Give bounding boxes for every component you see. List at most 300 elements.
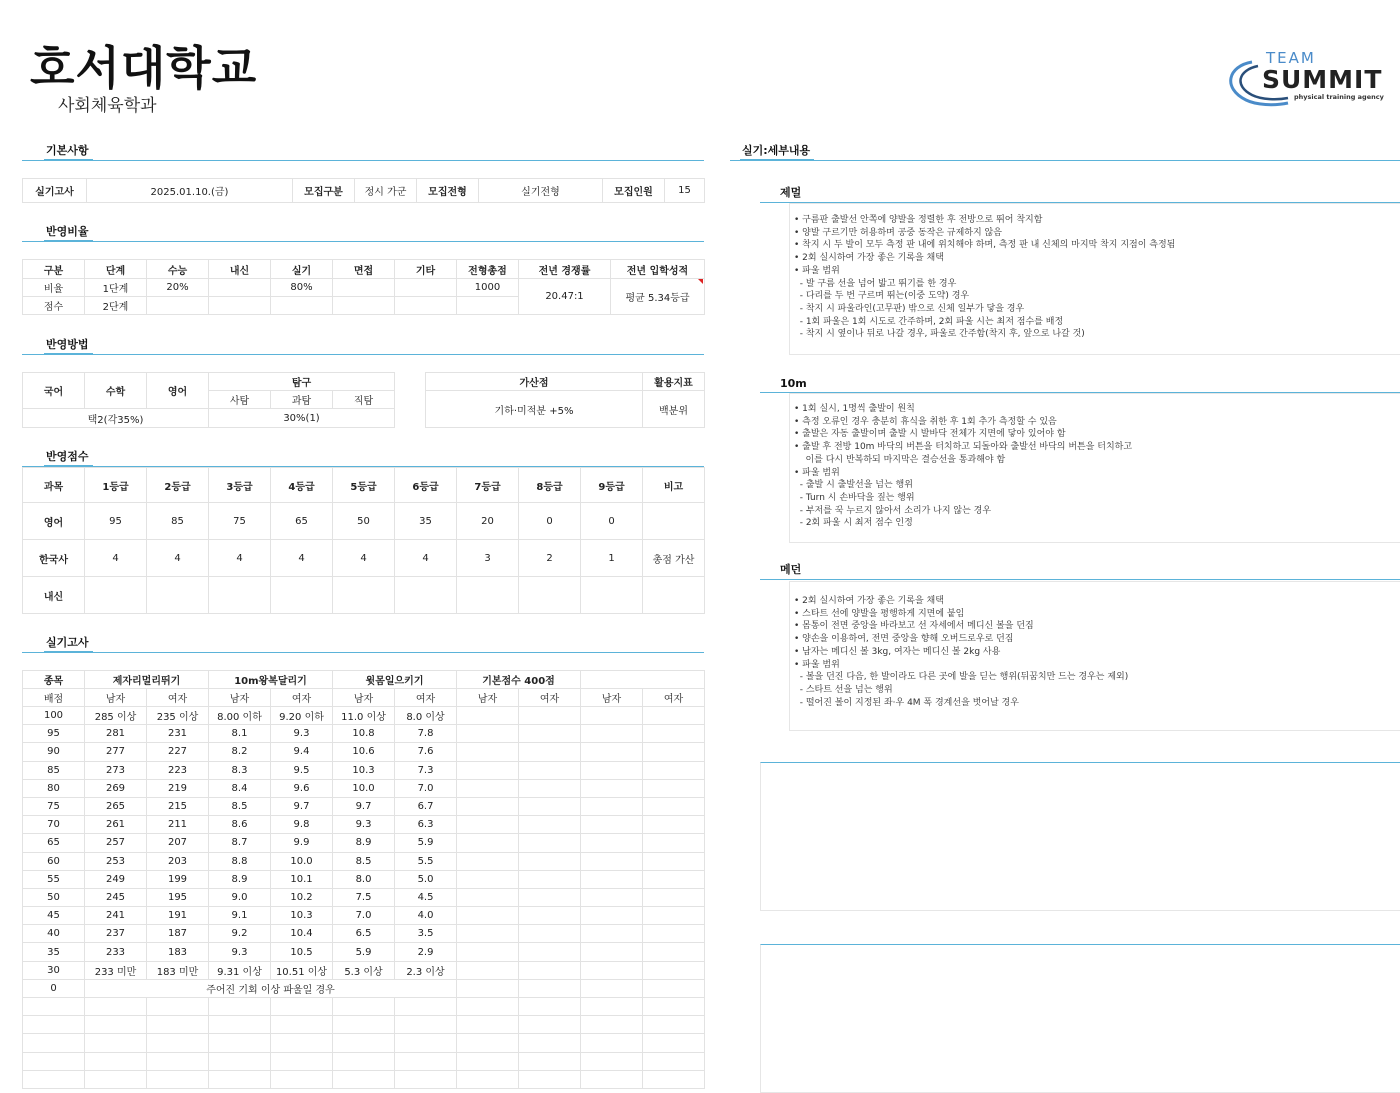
score-cell: 0 (519, 503, 581, 540)
practical-cell: 281 (85, 725, 147, 743)
practical-cell: 85 (23, 761, 85, 779)
practical-cell: 10.8 (333, 725, 395, 743)
practical-cell: 9.0 (209, 888, 271, 906)
practical-cell: 7.3 (395, 761, 457, 779)
ratio-header-cell: 실기 (271, 260, 333, 279)
empty-cell (271, 998, 333, 1016)
empty-cell (643, 998, 705, 1016)
gender-cell: 남자 (85, 689, 147, 707)
detail-list-item: - 착지 시 파울라인(고무판) 밖으로 신체 일부가 닿을 경우 (794, 303, 1025, 314)
method-english-header: 영어 (147, 373, 209, 409)
practical-cell: 11.0 이상 (333, 707, 395, 725)
logo-team-text: TEAM (1266, 49, 1316, 67)
empty-cell (519, 1034, 581, 1052)
practical-cell: 10.5 (271, 943, 333, 961)
index-header: 활용지표 (643, 373, 705, 391)
practical-cell: 9.3 (333, 816, 395, 834)
practical-cell: 95 (23, 725, 85, 743)
table-row (23, 1016, 705, 1034)
practical-cell: 10.3 (271, 907, 333, 925)
table-row (23, 888, 705, 906)
detail-list-item: • 파울 범위 (794, 265, 840, 276)
detail-box-10m (789, 393, 1400, 543)
table-row (23, 925, 705, 943)
ratio-cell: 비율 (23, 279, 85, 297)
practical-cell: 191 (147, 907, 209, 925)
empty-cell (457, 888, 519, 906)
score-cell: 총점 가산 (643, 540, 705, 577)
score-table (22, 467, 705, 614)
practical-cell: 9.4 (271, 743, 333, 761)
practical-cell: 6.3 (395, 816, 457, 834)
empty-cell (85, 1070, 147, 1088)
section-score-label: 반영점수 (44, 448, 93, 467)
practical-cell: 9.8 (271, 816, 333, 834)
score-cell: 85 (147, 503, 209, 540)
score-header-cell: 4등급 (271, 468, 333, 503)
method-math-header: 수학 (85, 373, 147, 409)
table-row (23, 1034, 705, 1052)
practical-cell: 80 (23, 779, 85, 797)
detail-list-item: - 볼을 던진 다음, 한 발이라도 다른 곳에 발을 딛는 행위(뒤꿈치만 드는 경우는 제외) (794, 672, 1129, 683)
empty-cell (209, 1016, 271, 1034)
practical-cell: 2.3 이상 (395, 961, 457, 979)
empty-cell (643, 743, 705, 761)
empty-cell (581, 907, 643, 925)
practical-cell: 8.5 (209, 797, 271, 815)
section-detail (730, 130, 1400, 161)
gender-cell: 여자 (395, 689, 457, 707)
empty-cell (519, 1016, 581, 1034)
empty-cell (581, 816, 643, 834)
practical-cell: 7.0 (333, 907, 395, 925)
empty-cell (643, 707, 705, 725)
empty-cell (457, 816, 519, 834)
empty-cell (23, 1052, 85, 1070)
empty-cell (581, 1070, 643, 1088)
practical-cell: 8.3 (209, 761, 271, 779)
ratio-cell: 점수 (23, 297, 85, 315)
ratio-cell (395, 279, 457, 297)
gender-cell: 남자 (457, 689, 519, 707)
empty-cell (271, 1070, 333, 1088)
empty-cell (581, 1052, 643, 1070)
score-header-cell: 6등급 (395, 468, 457, 503)
ratio-cell (333, 279, 395, 297)
practical-cell: 9.1 (209, 907, 271, 925)
practical-cell: 9.3 (271, 725, 333, 743)
table-row (23, 725, 705, 743)
score-cell (147, 577, 209, 614)
ratio-header-cell: 내신 (209, 260, 271, 279)
detail-list-item: 이를 다시 반복하되 마지막은 결승선을 통과해야 함 (794, 454, 1006, 465)
empty-cell (519, 998, 581, 1016)
empty-cell (581, 1034, 643, 1052)
practical-cell: 5.5 (395, 852, 457, 870)
score-cell (209, 577, 271, 614)
empty-cell (333, 998, 395, 1016)
empty-cell (395, 1034, 457, 1052)
practical-cell: 237 (85, 925, 147, 943)
practical-cell: 8.5 (333, 852, 395, 870)
ratio-cell (271, 297, 333, 315)
empty-cell (457, 1070, 519, 1088)
empty-cell (519, 943, 581, 961)
empty-cell (519, 870, 581, 888)
table-row (23, 834, 705, 852)
practical-cell: 8.0 (333, 870, 395, 888)
detail-list-item: • 착지 시 두 발이 모두 측정 판 내에 위치해야 하며, 측정 판 내 신체의 마지막 착지 지점이 측정됨 (794, 240, 1176, 251)
event-name-cell: 기본점수 400점 (457, 671, 581, 689)
practical-cell: 6.7 (395, 797, 457, 815)
empty-cell (643, 1052, 705, 1070)
gender-cell: 여자 (271, 689, 333, 707)
empty-cell (581, 725, 643, 743)
recruit-type-label: 모집구분 (293, 179, 355, 203)
practical-cell: 10.2 (271, 888, 333, 906)
score-cell: 4 (209, 540, 271, 577)
table-row (23, 943, 705, 961)
detail-list-item: - 착지 시 옆이나 뒤로 나갈 경우, 파울로 간주함(착지 후, 앞으로 나갈 것) (794, 329, 1085, 340)
empty-cell (643, 961, 705, 979)
practical-cell: 211 (147, 816, 209, 834)
empty-cell (457, 961, 519, 979)
score-cell: 2 (519, 540, 581, 577)
table-row (23, 743, 705, 761)
empty-cell (457, 797, 519, 815)
ratio-header-cell: 기타 (395, 260, 457, 279)
table-row (23, 870, 705, 888)
practical-cell: 10.6 (333, 743, 395, 761)
empty-cell (643, 1034, 705, 1052)
practical-cell: 8.0 이상 (395, 707, 457, 725)
practical-cell: 10.4 (271, 925, 333, 943)
empty-cell (519, 725, 581, 743)
detail-list-item: • 2회 실시하여 가장 좋은 기록을 채택 (794, 596, 944, 606)
practical-cell: 0 (23, 979, 85, 997)
empty-cell (457, 743, 519, 761)
table-row (23, 779, 705, 797)
practical-cell: 8.9 (333, 834, 395, 852)
score-cell (457, 577, 519, 614)
practical-cell: 8.2 (209, 743, 271, 761)
score-header-cell: 8등급 (519, 468, 581, 503)
practical-cell: 8.8 (209, 852, 271, 870)
empty-cell (457, 779, 519, 797)
detail-list-item: • 1회 실시, 1명씩 출발이 원칙 (794, 404, 915, 414)
detail-list-item: - 스타트 선을 넘는 행위 (794, 684, 893, 695)
empty-cell (581, 743, 643, 761)
empty-cell (395, 998, 457, 1016)
practical-cell: 273 (85, 761, 147, 779)
empty-cell (643, 943, 705, 961)
ratio-cell (333, 297, 395, 315)
detail-list-item: • 남자는 메디신 볼 3kg, 여자는 메디신 볼 2kg 사용 (794, 646, 1001, 657)
bonus-value: 기하·미적분 +5% (426, 391, 643, 428)
empty-cell (209, 1052, 271, 1070)
score-header-cell: 9등급 (581, 468, 643, 503)
empty-cell (519, 1052, 581, 1070)
empty-cell (643, 907, 705, 925)
ratio-cell (457, 297, 519, 315)
practical-cell: 7.8 (395, 725, 457, 743)
practical-cell: 4.0 (395, 907, 457, 925)
practical-cell: 257 (85, 834, 147, 852)
empty-cell (643, 1016, 705, 1034)
table-row (23, 816, 705, 834)
table-row (23, 761, 705, 779)
practical-cell: 245 (85, 888, 147, 906)
score-cell: 0 (581, 503, 643, 540)
empty-cell (519, 1070, 581, 1088)
empty-cell (147, 1034, 209, 1052)
bonus-header: 가산점 (426, 373, 643, 391)
empty-cell (519, 907, 581, 925)
score-cell (85, 577, 147, 614)
detail-list-item: • 스타트 선에 양발을 평행하게 지면에 붙임 (794, 608, 965, 619)
section-ratio-label: 반영비율 (44, 223, 93, 242)
logo-tagline-text: physical training agency (1294, 93, 1384, 101)
gender-cell: 여자 (519, 689, 581, 707)
empty-cell (581, 761, 643, 779)
score-cell (395, 577, 457, 614)
empty-cell (147, 1016, 209, 1034)
practical-cell: 100 (23, 707, 85, 725)
practical-cell: 223 (147, 761, 209, 779)
practical-cell: 5.9 (395, 834, 457, 852)
empty-cell (457, 943, 519, 961)
score-cell (333, 577, 395, 614)
practical-score-table (22, 670, 705, 1089)
team-summit-logo (1222, 48, 1400, 112)
ratio-cell: 1000 (457, 279, 519, 297)
practical-cell: 235 이상 (147, 707, 209, 725)
section-detail-label: 실기:세부내용 (740, 142, 814, 161)
practical-cell: 9.9 (271, 834, 333, 852)
exam-date-value: 2025.01.10.(금) (87, 179, 293, 203)
empty-cell (643, 834, 705, 852)
empty-cell (23, 1016, 85, 1034)
empty-cell (457, 707, 519, 725)
practical-cell: 10.0 (333, 779, 395, 797)
ratio-cell (147, 297, 209, 315)
empty-cell (333, 1070, 395, 1088)
detail-list-item: • 2회 실시하여 가장 좋은 기록을 채택 (794, 253, 944, 264)
practical-cell: 10.3 (333, 761, 395, 779)
ratio-cell (395, 297, 457, 315)
empty-cell (395, 1016, 457, 1034)
table-row (23, 1052, 705, 1070)
section-basic-label: 기본사항 (44, 142, 93, 161)
section-ratio (22, 211, 704, 242)
score-cell: 35 (395, 503, 457, 540)
bonus-table (425, 372, 705, 428)
empty-cell (581, 797, 643, 815)
practical-cell: 8.1 (209, 725, 271, 743)
practical-cell: 5.0 (395, 870, 457, 888)
practical-cell: 9.2 (209, 925, 271, 943)
prev-competition-value: 20.47:1 (519, 279, 611, 315)
empty-cell (643, 1070, 705, 1088)
empty-cell (643, 725, 705, 743)
score-cell: 20 (457, 503, 519, 540)
table-row (23, 577, 705, 614)
table-row (23, 797, 705, 815)
recruit-count-value: 15 (665, 179, 705, 203)
score-cell: 4 (333, 540, 395, 577)
practical-cell: 187 (147, 925, 209, 943)
detail-title: 메던 (780, 563, 802, 576)
empty-cell (581, 979, 643, 997)
detail-list-item: • 출발은 자동 출발이며 출발 시 발바닥 전체가 지면에 닿아 있어야 함 (794, 429, 1066, 440)
practical-cell: 253 (85, 852, 147, 870)
section-score (22, 436, 704, 467)
practical-cell: 7.0 (395, 779, 457, 797)
empty-detail-box (760, 944, 1400, 1093)
comment-marker-icon (698, 279, 703, 284)
detail-header-medicine (760, 557, 1400, 580)
practical-cell: 10.1 (271, 870, 333, 888)
practical-cell: 40 (23, 925, 85, 943)
score-header-cell: 1등급 (85, 468, 147, 503)
practical-cell: 233 (85, 943, 147, 961)
practical-cell: 9.5 (271, 761, 333, 779)
ratio-cell (209, 297, 271, 315)
empty-cell (23, 1034, 85, 1052)
table-row (23, 503, 705, 540)
empty-cell (457, 1016, 519, 1034)
practical-cell: 30 (23, 961, 85, 979)
method-rule-core: 택2(각35%) (23, 409, 209, 428)
empty-cell (457, 852, 519, 870)
ratio-header-cell: 전형총점 (457, 260, 519, 279)
score-cell: 65 (271, 503, 333, 540)
detail-list-item: - 발 구름 선을 넘어 밟고 뛰기를 한 경우 (794, 278, 957, 289)
section-basic (22, 130, 704, 161)
event-name-cell: 10m왕복달리기 (209, 671, 333, 689)
empty-cell (457, 979, 519, 997)
empty-cell (581, 852, 643, 870)
ratio-cell (209, 279, 271, 297)
empty-cell (23, 1070, 85, 1088)
section-practical (22, 622, 704, 653)
empty-cell (519, 979, 581, 997)
practical-cell: 183 (147, 943, 209, 961)
detail-list-item: - 떨어진 볼이 지정된 좌·우 4M 폭 경계선을 벗어날 경우 (794, 697, 1019, 708)
gender-cell: 여자 (147, 689, 209, 707)
exam-date-label: 실기고사 (23, 179, 87, 203)
empty-cell (643, 779, 705, 797)
recruit-type-value: 정시 가군 (355, 179, 417, 203)
empty-cell (271, 1052, 333, 1070)
detail-list-item: • 출발 후 전방 10m 바닥의 버튼을 터치하고 되돌아와 출발선 바닥의 버튼을 터치하고 (794, 442, 1133, 453)
recruit-count-label: 모집인원 (603, 179, 665, 203)
detail-header-jump (760, 180, 1400, 203)
practical-cell: 4.5 (395, 888, 457, 906)
empty-cell (519, 761, 581, 779)
score-cell: 4 (147, 540, 209, 577)
empty-cell (581, 961, 643, 979)
practical-cell: 9.3 (209, 943, 271, 961)
table-row (23, 979, 705, 997)
method-science-header: 과탐 (271, 391, 333, 409)
practical-cell: 231 (147, 725, 209, 743)
detail-header-10m (760, 370, 1400, 393)
empty-cell (581, 870, 643, 888)
empty-cell (643, 925, 705, 943)
detail-list-item: - 부저를 꾹 누르지 않아서 소리가 나지 않는 경우 (794, 505, 992, 516)
table-row (23, 961, 705, 979)
practical-cell: 6.5 (333, 925, 395, 943)
score-cell: 4 (395, 540, 457, 577)
practical-cell: 203 (147, 852, 209, 870)
practical-cell: 90 (23, 743, 85, 761)
empty-cell (519, 834, 581, 852)
empty-cell (519, 816, 581, 834)
gender-cell: 여자 (643, 689, 705, 707)
score-subject-cell: 한국사 (23, 540, 85, 577)
empty-cell (457, 1034, 519, 1052)
empty-cell (147, 1070, 209, 1088)
score-header-cell: 7등급 (457, 468, 519, 503)
practical-cell: 9.6 (271, 779, 333, 797)
score-cell: 4 (85, 540, 147, 577)
empty-cell (581, 998, 643, 1016)
method-inquiry-header: 탐구 (209, 373, 395, 391)
empty-cell (271, 1016, 333, 1034)
empty-cell (457, 761, 519, 779)
detail-list-item: - 2회 파울 시 최저 점수 인정 (794, 518, 913, 529)
empty-cell (457, 998, 519, 1016)
empty-cell (85, 1034, 147, 1052)
detail-box-medicine (789, 581, 1400, 731)
practical-cell: 9.7 (333, 797, 395, 815)
method-korean-header: 국어 (23, 373, 85, 409)
method-rule-inquiry: 30%(1) (209, 409, 395, 428)
empty-cell (209, 1070, 271, 1088)
empty-cell (457, 725, 519, 743)
practical-cell: 8.00 이하 (209, 707, 271, 725)
table-row (23, 852, 705, 870)
practical-cell: 285 이상 (85, 707, 147, 725)
practical-cell: 9.20 이하 (271, 707, 333, 725)
score-header: 배점 (23, 689, 85, 707)
event-name-cell (581, 671, 705, 689)
gender-cell: 남자 (581, 689, 643, 707)
score-cell: 3 (457, 540, 519, 577)
event-name-cell: 제자리멀리뛰기 (85, 671, 209, 689)
score-header-cell: 비고 (643, 468, 705, 503)
detail-list-item: - 다리를 두 번 구르며 뛰는(이중 도약) 경우 (794, 291, 970, 302)
score-header-cell: 과목 (23, 468, 85, 503)
score-cell: 1 (581, 540, 643, 577)
empty-cell (85, 998, 147, 1016)
score-cell: 75 (209, 503, 271, 540)
recruit-track-label: 모집전형 (417, 179, 479, 203)
table-row (23, 707, 705, 725)
basic-info-table (22, 178, 705, 203)
score-subject-cell: 영어 (23, 503, 85, 540)
practical-cell: 277 (85, 743, 147, 761)
empty-cell (271, 1034, 333, 1052)
empty-cell (457, 834, 519, 852)
practical-cell: 7.6 (395, 743, 457, 761)
empty-cell (333, 1034, 395, 1052)
detail-list-item: • 측정 오류인 경우 충분히 휴식을 취한 후 1회 추가 측정할 수 있음 (794, 416, 1057, 427)
detail-list-item: - Turn 시 손바닥을 짚는 행위 (794, 492, 915, 503)
score-cell (643, 503, 705, 540)
empty-cell (643, 888, 705, 906)
